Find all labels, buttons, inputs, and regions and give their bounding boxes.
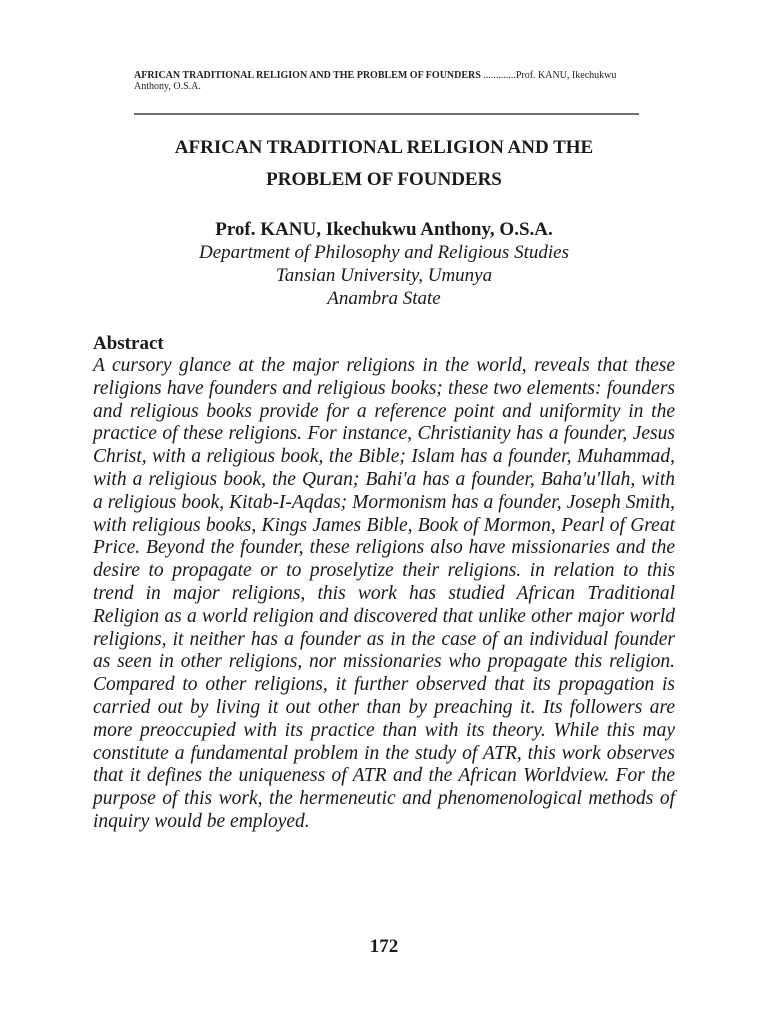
- abstract-heading: Abstract: [93, 333, 164, 354]
- author-state: Anambra State: [327, 288, 441, 309]
- running-header-title: AFRICAN TRADITIONAL RELIGION AND THE PROBLEM OF FOUNDERS: [134, 70, 481, 81]
- running-header-dots: .............: [480, 70, 516, 81]
- author-block: [94, 218, 674, 310]
- paper-title: [94, 132, 674, 196]
- paper-title-line-2: PROBLEM OF FOUNDERS: [266, 169, 502, 190]
- running-header: [134, 70, 634, 92]
- author-department: Department of Philosophy and Religious Studies: [199, 242, 569, 263]
- abstract-body: A cursory glance at the major religions in the world, reveals that these religions have founders and religious books; these two elements: founders and religious books provide for a reference point and uniformity in the practice of these religions. For instance, Christianity has a founder, Jesus Christ, with a religious book, the Bible; Islam has a founder, Muhammad, with a religious book, the Quran; Bahi'a has a founder, Baha'u'llah, with a religious book, Kitab-I-Aqdas; Mormonism has a founder, Joseph Smith, with religious books, Kings James Bible, Book of Mormon, Pearl of Great Price. Beyond the founder, these religions also have missionaries and the desire to propagate or to proselytize their religions. in relation to this trend in major religions, this work has studied African Traditional Religion as a world religion and discovered that unlike other major world religions, it neither has a founder as in the case of an individual founder as seen in other religions, nor missionaries who propagate this religion. Compared to other religions, it further observed that its propagation is carried out by living it out other than by preaching it. Its followers are more preoccupied with its practice than with its theory. While this may constitute a fundamental problem in the study of ATR, this work observes that it defines the uniqueness of ATR and the African Worldview. For the purpose of this work, the hermeneutic and phenomenological methods of inquiry would be employed.: [93, 355, 675, 832]
- paper-title-line-1: AFRICAN TRADITIONAL RELIGION AND THE: [174, 137, 594, 158]
- header-divider: [134, 113, 639, 115]
- running-header-author: Prof. KANU, Ikechukwu Anthony, O.S.A.: [134, 70, 617, 92]
- author-university: Tansian University, Umunya: [275, 265, 493, 286]
- page-number: 172: [369, 936, 399, 957]
- author-name: Prof. KANU, Ikechukwu Anthony, O.S.A.: [215, 219, 553, 240]
